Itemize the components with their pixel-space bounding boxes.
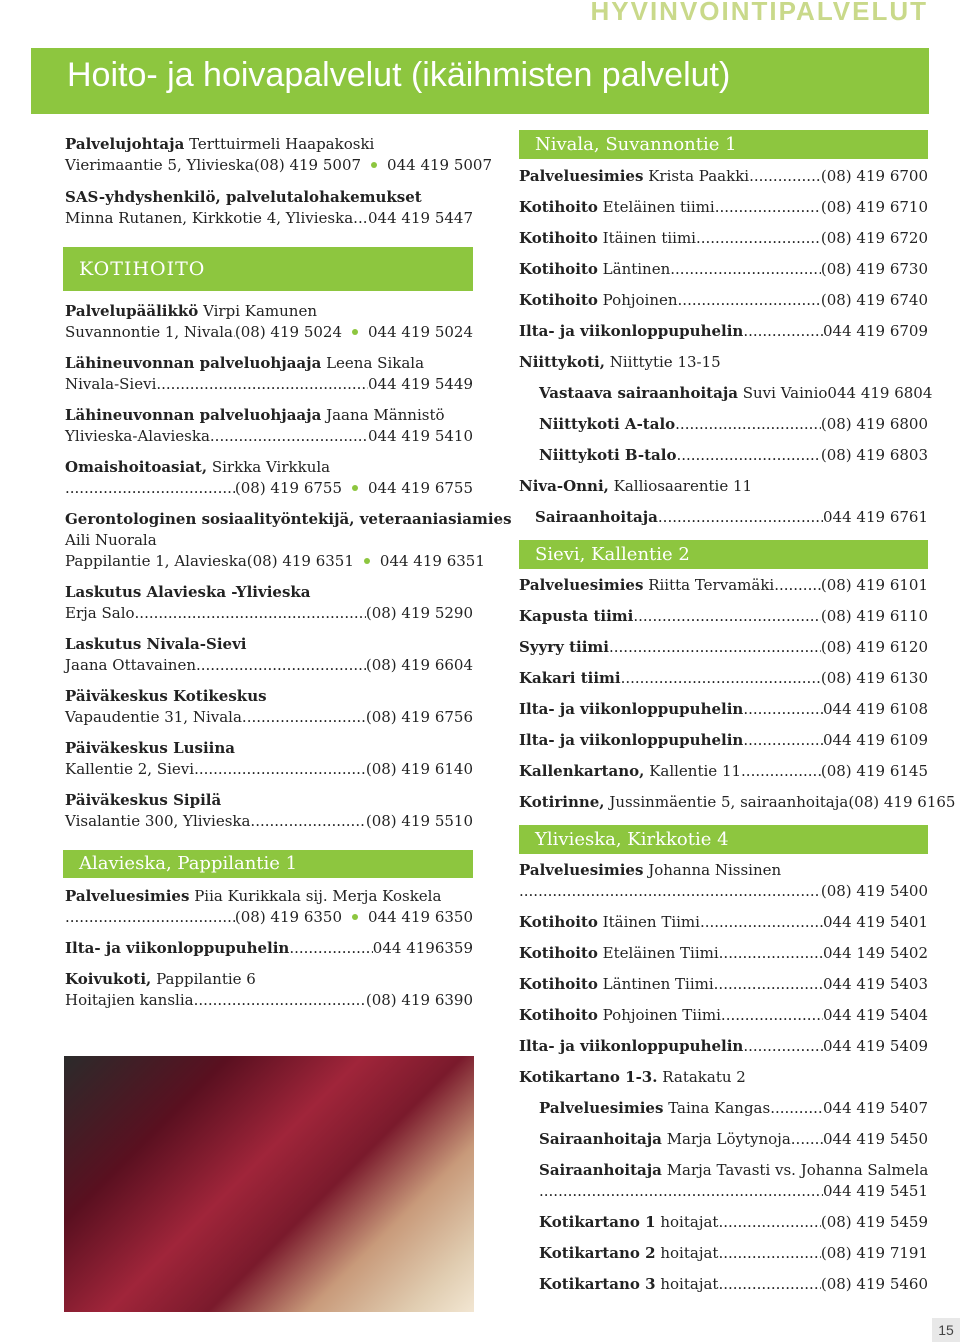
row-bold-label: Kotihoito <box>519 260 598 278</box>
right-column <box>519 130 956 1295</box>
kh-p4-line <box>65 457 473 478</box>
bullet-icon <box>352 329 358 335</box>
contact-row <box>519 575 928 596</box>
contact-row <box>519 730 928 751</box>
phone: (08) 419 5510 <box>365 812 473 830</box>
kh-p6-title: Laskutus Alavieska -Ylivieska <box>65 583 311 601</box>
row-bold-label: Kotihoito <box>519 1006 598 1024</box>
phone: (08) 419 6101 <box>820 576 928 594</box>
row-text: Kallentie 11 <box>649 762 742 780</box>
row-text: Marja Löytynoja <box>666 1130 791 1148</box>
row-label <box>519 943 719 964</box>
address: Kalliosaarentie 11 <box>613 477 753 495</box>
name: Erja Salo <box>65 604 135 622</box>
row-bold-label: Palveluesimies <box>519 576 644 594</box>
sas-contact <box>65 208 473 229</box>
contact-row <box>539 383 933 404</box>
kh-p1-contact <box>65 322 473 343</box>
contact-row <box>519 259 928 280</box>
label: Sairaanhoitaja <box>535 508 658 526</box>
bullet-icon <box>352 485 358 491</box>
nivaonni-nurse <box>519 507 928 528</box>
row-label <box>519 259 670 280</box>
al-a1-contact <box>65 907 473 928</box>
phone: (08) 419 5024 <box>234 323 343 341</box>
phone: (08) 419 5290 <box>365 604 473 622</box>
bullet-icon <box>364 558 370 564</box>
row-label <box>539 414 675 435</box>
sub: Hoitajien kanslia <box>65 991 194 1009</box>
phone: (08) 419 6756 <box>365 708 473 726</box>
address: Ratakatu 2 <box>662 1068 746 1086</box>
phone: 044 419 5451 <box>823 1182 928 1200</box>
kotikartano-line <box>519 1067 928 1088</box>
sievi-rows <box>519 575 956 813</box>
phone: (08) 419 6351 <box>246 552 354 570</box>
phone: (08) 419 6130 <box>820 669 928 687</box>
row-bold-label: Niittykoti A-talo <box>539 415 676 433</box>
row-text: Eteläinen tiimi <box>602 198 715 216</box>
phone: (08) 419 6740 <box>820 291 928 309</box>
al-a1-line <box>65 886 473 907</box>
contact-row <box>519 668 928 689</box>
phone: (08) 419 6165 <box>848 793 956 811</box>
page-title: Hoito- ja hoivapalvelut (ikäihmisten palvelut) <box>67 56 731 94</box>
kh-p3-line <box>65 405 473 426</box>
contact-row <box>519 792 956 813</box>
row-label <box>539 383 827 404</box>
phone: (08) 419 5400 <box>820 882 928 900</box>
bullet-icon <box>371 162 377 168</box>
name: Virpi Kamunen <box>203 302 317 320</box>
phone: (08) 419 6710 <box>820 198 928 216</box>
label: Ilta- ja viikonloppupuhelin <box>65 939 290 957</box>
role: Palvelupäälikkö <box>65 302 199 320</box>
row-bold-label: Ilta- ja viikonloppupuhelin <box>519 731 744 749</box>
address: Kallentie 2, Sievi <box>65 760 195 778</box>
director-contact <box>65 155 493 176</box>
ylivieska-rows <box>519 912 928 1057</box>
row-label <box>519 166 749 187</box>
phone: 044 4196359 <box>372 939 473 957</box>
phone: 044 419 5401 <box>823 913 928 931</box>
kh-p10-title: Päiväkeskus Sipilä <box>65 791 222 809</box>
sas-title: SAS-yhdyshenkilö, palvelutalohakemukset <box>65 188 422 206</box>
phone: 044 419 6350 <box>368 908 473 926</box>
phone: (08) 419 6390 <box>365 991 473 1009</box>
contact-row <box>519 699 928 720</box>
role: Palveluesimies <box>65 887 190 905</box>
phone: 044 419 6761 <box>823 508 928 526</box>
al-a3-contact <box>65 990 473 1011</box>
row-bold-label: Ilta- ja viikonloppupuhelin <box>519 322 744 340</box>
left-column <box>65 134 512 1011</box>
kotihoito-heading: KOTIHOITO <box>63 247 473 291</box>
row-bold-label: Vastaava sairaanhoitaja <box>539 384 738 402</box>
phone: 044 419 6109 <box>823 731 928 749</box>
phone: 044 419 5403 <box>823 975 928 993</box>
row-label <box>519 1005 721 1026</box>
name: Piia Kurikkala sij. Merja Koskela <box>194 887 442 905</box>
row-bold-label: Kotirinne, <box>519 793 605 811</box>
role: Palveluesimies <box>519 861 644 879</box>
kotikartano-staff-rows <box>519 1212 928 1295</box>
title-banner <box>31 48 929 114</box>
row-text: Läntinen <box>602 260 671 278</box>
row-bold-label: Kotikartano 1 <box>539 1213 656 1231</box>
phone: (08) 419 6720 <box>820 229 928 247</box>
name: Leena Sikala <box>326 354 425 372</box>
row-text: Eteläinen Tiimi <box>602 944 719 962</box>
row-bold-label: Kapusta tiimi <box>519 607 634 625</box>
row-text: hoitajat <box>660 1244 719 1262</box>
niittykoti-line <box>519 352 928 373</box>
row-text: Pohjoinen Tiimi <box>602 1006 721 1024</box>
phone: 044 419 5024 <box>368 323 473 341</box>
knitting-photo <box>64 1056 474 1312</box>
place: Kotikartano 1-3. <box>519 1068 658 1086</box>
row-bold-label: Kotihoito <box>519 944 598 962</box>
contact-row <box>519 166 928 187</box>
phone: 044 419 6108 <box>823 700 928 718</box>
place: Koivukoti, <box>65 970 152 988</box>
yv-pe-contact <box>519 881 928 902</box>
contact-row <box>519 1036 928 1057</box>
director-address: Vierimaantie 5, Ylivieska <box>65 156 254 174</box>
row-label <box>519 290 678 311</box>
phone: 044 149 5402 <box>823 944 928 962</box>
row-label <box>539 1274 718 1295</box>
nivaonni-line <box>519 476 928 497</box>
address: Niittytie 13-15 <box>609 353 721 371</box>
row-label <box>519 575 774 596</box>
kh-p8-title: Päiväkeskus Kotikeskus <box>65 687 267 705</box>
al-a2 <box>65 938 473 959</box>
kh-p5-name: Aili Nuorala <box>65 531 157 549</box>
row-label <box>539 1129 791 1150</box>
phone: (08) 419 5007 <box>253 156 362 174</box>
contact-row <box>519 228 928 249</box>
row-text: Läntinen Tiimi <box>602 975 714 993</box>
row-bold-label: Syyry tiimi <box>519 638 609 656</box>
row-label <box>519 912 700 933</box>
contact-row <box>519 197 928 218</box>
contact-row <box>519 606 928 627</box>
row-text: Pohjoinen <box>602 291 678 309</box>
role: Omaishoitoasiat, <box>65 458 208 476</box>
phone: (08) 419 5459 <box>820 1213 928 1231</box>
nivala-rows <box>519 166 928 342</box>
kh-p9-contact <box>65 759 473 780</box>
row-label <box>519 197 715 218</box>
row-text: Jussinmäentie 5, sairaanhoitaja <box>609 793 849 811</box>
contact-row <box>539 414 928 435</box>
row-label <box>519 730 743 751</box>
phone: 044 419 6351 <box>379 552 485 570</box>
name: Jaana Ottavainen <box>65 656 196 674</box>
row-bold-label: Kotihoito <box>519 975 598 993</box>
row-bold-label: Ilta- ja viikonloppupuhelin <box>519 1037 744 1055</box>
row-label <box>519 761 741 782</box>
contact-row <box>519 637 928 658</box>
contact-row <box>539 1212 928 1233</box>
phone: (08) 419 5460 <box>820 1275 928 1293</box>
contact-row <box>519 290 928 311</box>
phone: (08) 419 6140 <box>365 760 473 778</box>
phone: (08) 419 7191 <box>820 1244 928 1262</box>
contact-row <box>539 1098 928 1119</box>
director-role: Palvelujohtaja <box>65 135 185 153</box>
address: Pappilantie 1, Alavieska <box>65 552 247 570</box>
kh-p5-contact <box>65 551 485 572</box>
contact-row <box>539 1129 928 1150</box>
phone: (08) 419 6755 <box>234 479 343 497</box>
row-text: Krista Paakki <box>648 167 750 185</box>
row-bold-label: Sairaanhoitaja <box>539 1130 662 1148</box>
kh-p2-contact <box>65 374 473 395</box>
director-line <box>65 134 473 155</box>
kh-p9-title: Päiväkeskus Lusiina <box>65 739 235 757</box>
phone: (08) 419 6800 <box>820 415 928 433</box>
place: Niva-Onni, <box>519 477 609 495</box>
row-label <box>519 1036 743 1057</box>
phone: 044 419 5450 <box>823 1130 928 1148</box>
niittykoti-rows <box>519 383 933 466</box>
row-label <box>519 699 743 720</box>
name: Marja Tavasti vs. Johanna Salmela <box>666 1161 929 1179</box>
kh-p2-line <box>65 353 473 374</box>
section-header: HYVINVOINTIPALVELUT <box>590 0 928 26</box>
bullet-icon <box>352 914 358 920</box>
address: Vapaudentie 31, Nivala <box>65 708 242 726</box>
address: Suvannontie 1, Nivala <box>65 323 233 341</box>
row-bold-label: Palveluesimies <box>539 1099 664 1117</box>
row-label <box>539 1212 718 1233</box>
phone: (08) 419 6145 <box>820 762 928 780</box>
row-label <box>539 445 676 466</box>
role: Sairaanhoitaja <box>539 1161 662 1179</box>
phone: 044 419 5410 <box>368 427 473 445</box>
row-label <box>519 228 696 249</box>
tavasti-line <box>539 1160 928 1181</box>
sas-line: Minna Rutanen, Kirkkotie 4, Ylivieska <box>65 209 354 227</box>
row-label <box>539 1243 718 1264</box>
ylivieska-heading: Ylivieska, Kirkkotie 4 <box>519 825 928 854</box>
row-bold-label: Palveluesimies <box>519 167 644 185</box>
kh-p10-contact <box>65 811 473 832</box>
row-text: Suvi Vainio <box>742 384 828 402</box>
row-bold-label: Kallenkartano, <box>519 762 645 780</box>
row-bold-label: Ilta- ja viikonloppupuhelin <box>519 700 744 718</box>
al-a3-line <box>65 969 473 990</box>
contact-row <box>539 1243 928 1264</box>
row-bold-label: Kotihoito <box>519 291 598 309</box>
alavieska-heading: Alavieska, Pappilantie 1 <box>63 850 473 878</box>
row-bold-label: Niittykoti B-talo <box>539 446 677 464</box>
page-number: 15 <box>932 1318 960 1342</box>
row-label <box>519 974 714 995</box>
phone: 044 419 5449 <box>368 375 473 393</box>
row-text: hoitajat <box>660 1275 719 1293</box>
row-bold-label: Kotihoito <box>519 198 598 216</box>
phone: 044 419 5007 <box>387 156 493 174</box>
tavasti-block <box>519 1160 928 1202</box>
sievi-heading: Sievi, Kallentie 2 <box>519 540 928 569</box>
address: Pappilantie 6 <box>156 970 256 988</box>
phone: 044 419 5407 <box>823 1099 928 1117</box>
address: Visalantie 300, Ylivieska <box>65 812 251 830</box>
nivala-heading: Nivala, Suvannontie 1 <box>519 130 928 159</box>
phone: (08) 419 6730 <box>820 260 928 278</box>
row-text: Taina Kangas <box>668 1099 771 1117</box>
contact-row <box>519 974 928 995</box>
row-bold-label: Kotihoito <box>519 229 598 247</box>
director-name: Terttuirmeli Haapakoski <box>189 135 375 153</box>
row-text: Itäinen Tiimi <box>602 913 700 931</box>
row-label <box>539 1098 770 1119</box>
name: Sirkka Virkkula <box>211 458 331 476</box>
place: Niittykoti, <box>519 353 605 371</box>
row-label <box>519 637 609 658</box>
name: Johanna Nissinen <box>648 861 782 879</box>
phone: (08) 419 6604 <box>365 656 473 674</box>
row-bold-label: Kakari tiimi <box>519 669 621 687</box>
contact-row <box>519 1005 928 1026</box>
phone: 044 419 5447 <box>368 209 473 227</box>
phone: (08) 419 6120 <box>820 638 928 656</box>
kh-p8-contact <box>65 707 473 728</box>
phone: (08) 419 6110 <box>820 607 928 625</box>
area: Nivala-Sievi <box>65 375 157 393</box>
yv-pe-line <box>519 860 928 881</box>
phone: 044 419 5404 <box>823 1006 928 1024</box>
row-text: hoitajat <box>660 1213 719 1231</box>
role: Lähineuvonnan palveluohjaaja <box>65 406 322 424</box>
row-label <box>519 792 848 813</box>
phone: (08) 419 6700 <box>820 167 928 185</box>
contact-row <box>519 943 928 964</box>
row-label <box>519 606 633 627</box>
contact-row <box>519 912 928 933</box>
phone: (08) 419 6350 <box>234 908 343 926</box>
kh-p1-line <box>65 301 473 322</box>
row-label <box>519 321 743 342</box>
area: Ylivieska-Alavieska <box>65 427 210 445</box>
name: Jaana Männistö <box>326 406 445 424</box>
row-text: Riitta Tervamäki <box>648 576 775 594</box>
phone: 044 419 6804 <box>827 384 933 402</box>
row-label <box>519 668 621 689</box>
row-text: Itäinen tiimi <box>602 229 696 247</box>
phone: 044 419 5409 <box>823 1037 928 1055</box>
phone: 044 419 6709 <box>823 322 928 340</box>
tavasti-contact <box>539 1181 928 1202</box>
kh-p4-contact <box>65 478 473 499</box>
contact-row <box>519 761 928 782</box>
contact-row <box>539 1274 928 1295</box>
phone: (08) 419 6803 <box>820 446 928 464</box>
kotikartano-rows <box>519 1098 928 1150</box>
kh-p7-title: Laskutus Nivala-Sievi <box>65 635 247 653</box>
kh-p7-contact <box>65 655 473 676</box>
kh-p5-role: Gerontologinen sosiaalityöntekijä, veteraaniasiamies <box>65 510 512 528</box>
row-bold-label: Kotihoito <box>519 913 598 931</box>
contact-row <box>539 445 928 466</box>
kh-p3-contact <box>65 426 473 447</box>
phone: 044 419 6755 <box>368 479 473 497</box>
role: Lähineuvonnan palveluohjaaja <box>65 354 322 372</box>
contact-row <box>519 321 928 342</box>
kh-p6-contact <box>65 603 473 624</box>
row-bold-label: Kotikartano 2 <box>539 1244 656 1262</box>
row-bold-label: Kotikartano 3 <box>539 1275 656 1293</box>
